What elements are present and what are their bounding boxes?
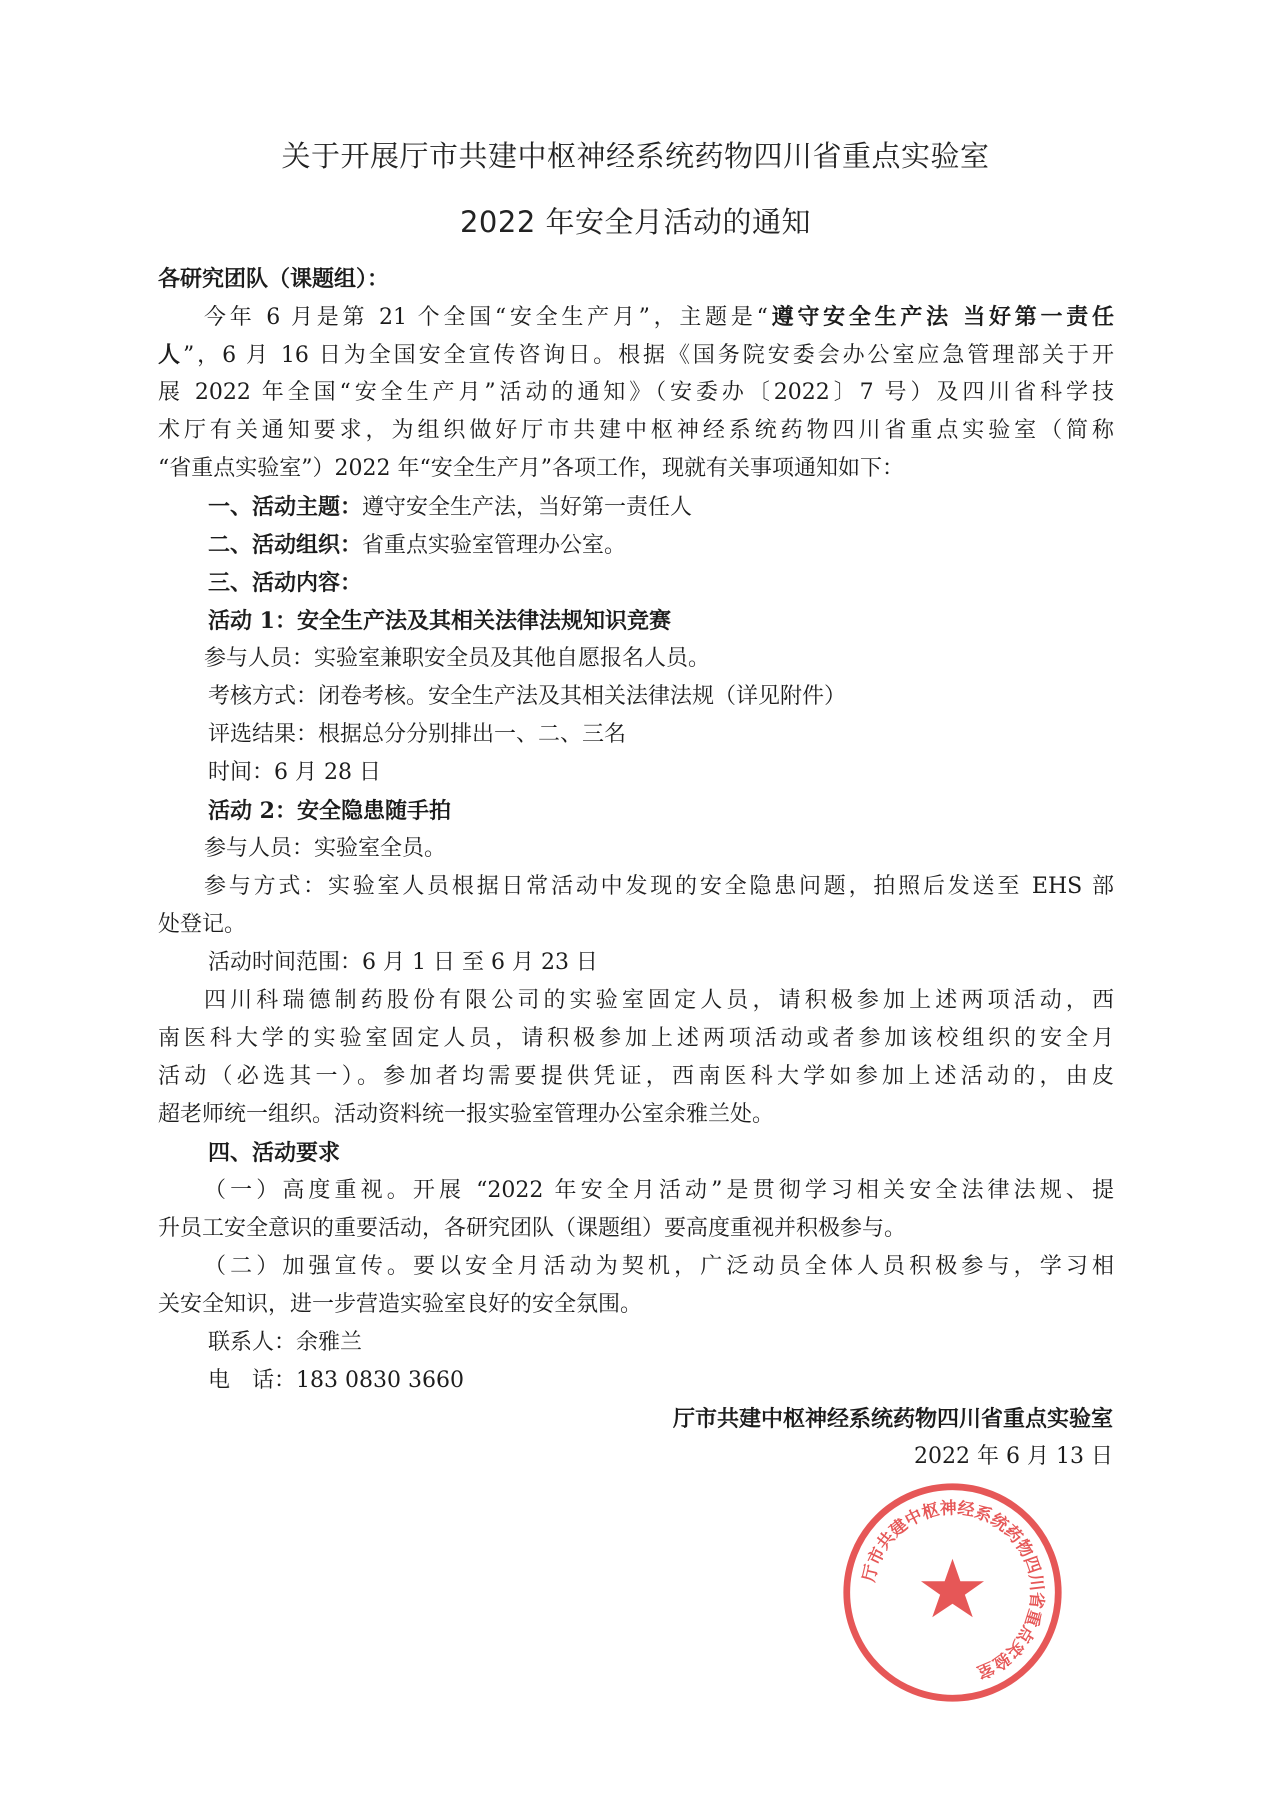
activity-2-participants: 参与人员：实验室全员。 [204, 836, 447, 861]
requirement-1-line-1: （一）高度重视。开展 “2022 年安全月活动”是贯彻学习相关安全法律法规、提 [204, 1178, 1114, 1203]
notice-line-4: 超老师统一组织。活动资料统一报实验室管理办公室余雅兰处。 [158, 1102, 775, 1127]
signature-org: 厅市共建中枢神经系统药物四川省重点实验室 [672, 1406, 1113, 1432]
activity-1-time: 时间：6 月 28 日 [208, 760, 381, 785]
activity-1-result: 评选结果：根据总分分别排出一、二、三名 [208, 722, 627, 747]
section-3-heading: 三、活动内容： [208, 570, 363, 596]
seal-star-icon [921, 1559, 984, 1618]
intro-line-2: 人”，6 月 16 日为全国安全宣传咨询日。根据《国务院安委会办公室应急管理部关于开 [158, 342, 1114, 368]
title-line-1: 关于开展厅市共建中枢神经系统药物四川省重点实验室 [281, 139, 990, 173]
requirement-1-line-2: 升员工安全意识的重要活动，各研究团队（课题组）要高度重视并积极参与。 [158, 1216, 907, 1241]
requirements-heading: 四、活动要求 [208, 1140, 341, 1166]
section-1: 一、活动主题：遵守安全生产法，当好第一责任人 [208, 494, 693, 520]
requirement-2-line-1: （二）加强宣传。要以安全月活动为契机，广泛动员全体人员积极参与，学习相 [204, 1254, 1114, 1279]
notice-line-2: 南医科大学的实验室固定人员，请积极参加上述两项活动或者参加该校组织的安全月 [158, 1026, 1114, 1051]
contact-phone: 电 话：183 0830 3660 [208, 1368, 464, 1393]
salutation: 各研究团队（课题组）： [158, 266, 390, 292]
intro-line-3: 展 2022 年全国“安全生产月”活动的通知》（安委办〔2022〕7 号）及四川省科学技 [158, 380, 1114, 405]
signature-date: 2022 年 6 月 13 日 [914, 1444, 1113, 1469]
intro-line-4: 术厅有关通知要求，为组织做好厅市共建中枢神经系统药物四川省重点实验室（简称 [158, 418, 1114, 443]
notice-line-3: 活动（必选其一）。参加者均需要提供凭证，西南医科大学如参加上述活动的，由皮 [158, 1064, 1114, 1089]
activity-1-title: 活动 1：安全生产法及其相关法律法规知识竞赛 [208, 608, 671, 634]
activity-2-title: 活动 2：安全隐患随手拍 [208, 798, 451, 824]
contact-person: 联系人：余雅兰 [208, 1330, 363, 1355]
requirement-2-line-2: 关安全知识，进一步营造实验室良好的安全氛围。 [158, 1292, 643, 1317]
activity-2-range: 活动时间范围：6 月 1 日 至 6 月 23 日 [208, 950, 598, 975]
section-2: 二、活动组织：省重点实验室管理办公室。 [208, 532, 627, 558]
title-line-2: 2022 年安全月活动的通知 [459, 205, 812, 239]
activity-2-method-line-2: 处登记。 [158, 912, 247, 937]
activity-1-participants: 参与人员：实验室兼职安全员及其他自愿报名人员。 [204, 646, 711, 671]
intro-line-5: “省重点实验室”）2022 年“安全生产月”各项工作，现就有关事项通知如下： [158, 456, 904, 481]
activity-1-method: 考核方式：闭卷考核。安全生产法及其相关法律法规（详见附件） [208, 684, 847, 709]
official-seal [840, 1480, 1065, 1705]
notice-line-1: 四川科瑞德制药股份有限公司的实验室固定人员，请积极参加上述两项活动，西 [204, 988, 1114, 1013]
intro-line-1: 今年 6 月是第 21 个全国“安全生产月”，主题是“遵守安全生产法 当好第一责任 [204, 304, 1114, 330]
seal-text: 厅市共建中枢神经系统药物四川省重点实验室 [858, 1497, 1048, 1683]
activity-2-method-line-1: 参与方式：实验室人员根据日常活动中发现的安全隐患问题，拍照后发送至 EHS 部 [204, 874, 1114, 899]
